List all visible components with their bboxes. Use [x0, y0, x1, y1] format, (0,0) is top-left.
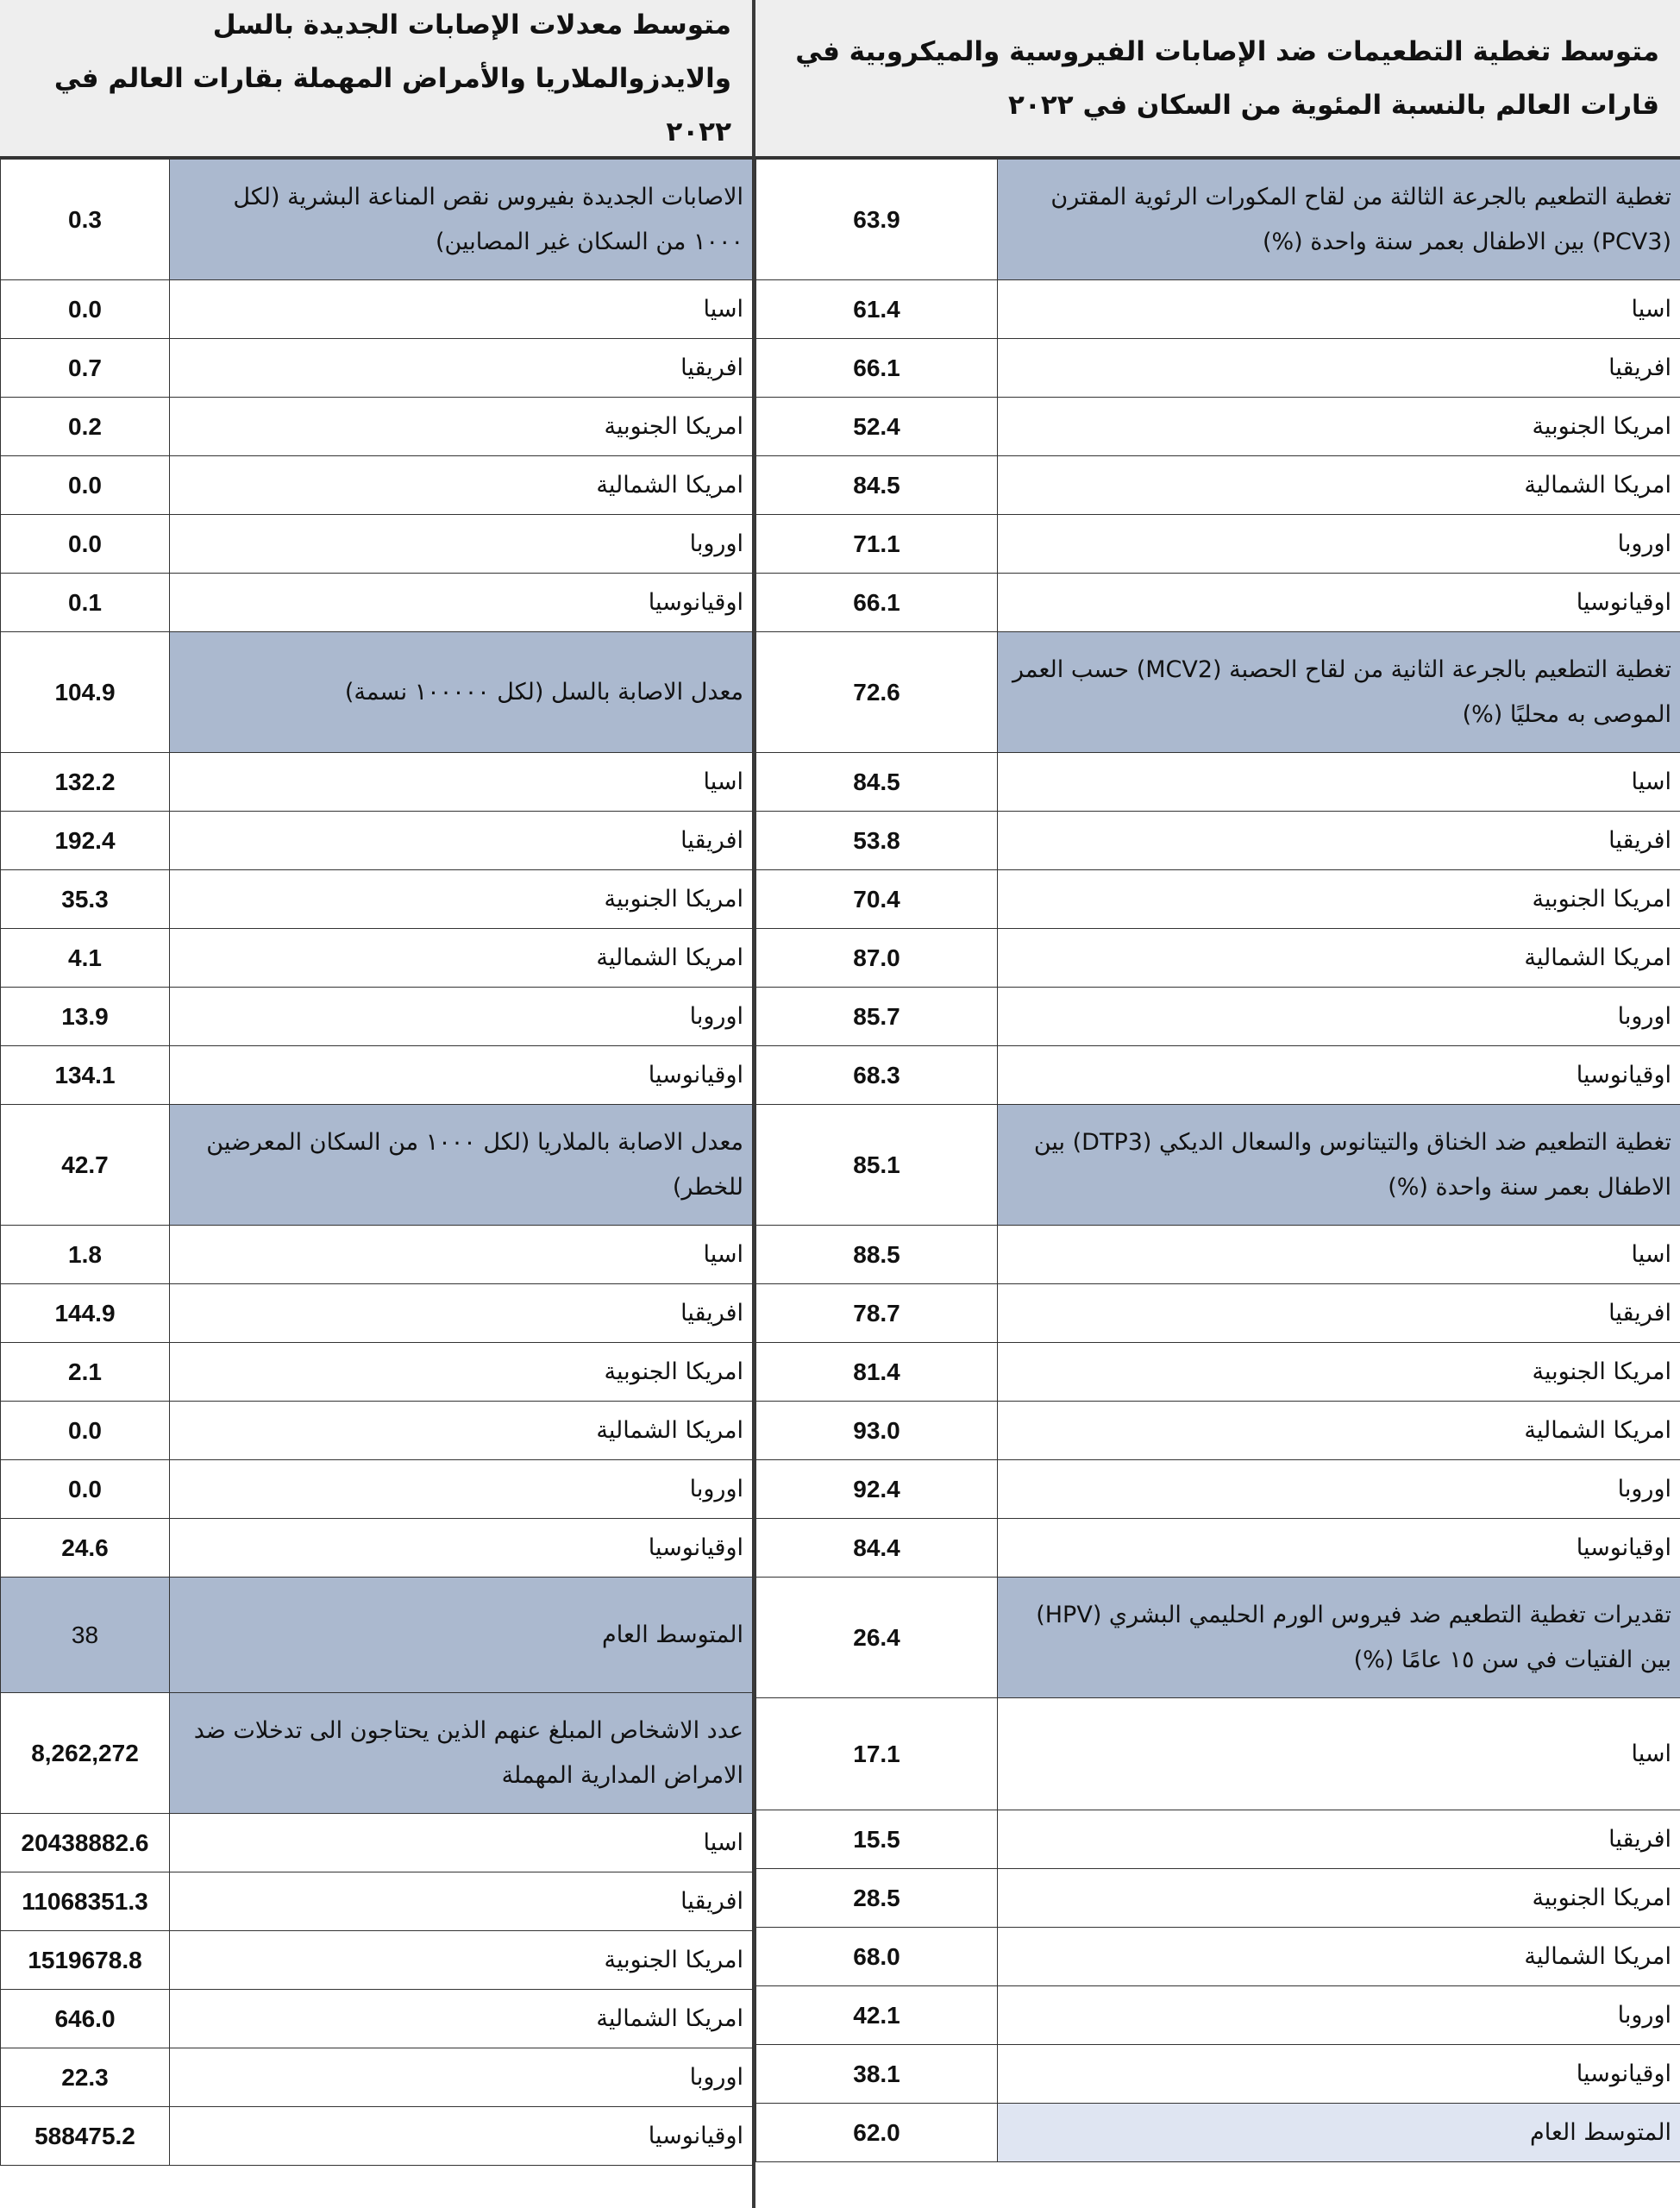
vaccination-row: [756, 2104, 1680, 2162]
infections-value-cell: 4.1: [1, 929, 170, 988]
infections-row: [1, 1872, 753, 1931]
infections-row: [1, 1046, 753, 1105]
infections-label-cell: افريقيا: [170, 339, 753, 398]
vaccination-label-cell: افريقيا: [998, 1810, 1680, 1869]
infections-label-cell: امريكا الشمالية: [170, 929, 753, 988]
vaccination-label-cell: امريكا الشمالية: [998, 1402, 1680, 1460]
vaccination-label-cell: اوقيانوسيا: [998, 574, 1680, 632]
infections-label-cell: امريكا الجنوبية: [170, 398, 753, 456]
infections-row: [1, 515, 753, 574]
infections-value-cell: 2.1: [1, 1343, 170, 1402]
vaccination-row: [756, 1698, 1680, 1810]
vaccination-label-cell: اسيا: [998, 1226, 1680, 1284]
vaccination-row: [756, 1519, 1680, 1578]
infections-value-cell: 132.2: [1, 753, 170, 812]
infections-panel: [0, 0, 752, 2208]
vaccination-value-cell: 85.7: [756, 988, 998, 1046]
infections-label-cell: المتوسط العام: [170, 1578, 753, 1693]
vaccination-value-cell: 66.1: [756, 339, 998, 398]
infections-label-cell: اوروبا: [170, 1460, 753, 1519]
vaccination-label-cell: اوروبا: [998, 988, 1680, 1046]
infections-label-cell: امريكا الشمالية: [170, 1990, 753, 2048]
vaccination-value-cell: 63.9: [756, 160, 998, 280]
infections-value-cell: 0.0: [1, 280, 170, 339]
vaccination-row: [756, 456, 1680, 515]
vaccination-value-cell: 38.1: [756, 2045, 998, 2104]
vaccination-label-cell: اسيا: [998, 280, 1680, 339]
infections-value-cell: 0.7: [1, 339, 170, 398]
vaccination-label-cell: اسيا: [998, 753, 1680, 812]
vaccination-value-cell: 61.4: [756, 280, 998, 339]
vaccination-value-cell: 26.4: [756, 1578, 998, 1698]
infections-row: [1, 929, 753, 988]
infections-value-cell: 38: [1, 1578, 170, 1693]
vaccination-label-cell: اوروبا: [998, 515, 1680, 574]
vaccination-row: [756, 870, 1680, 929]
infections-value-cell: 11068351.3: [1, 1872, 170, 1931]
infections-value-cell: 22.3: [1, 2048, 170, 2107]
vaccination-value-cell: 70.4: [756, 870, 998, 929]
infections-label-cell: اوقيانوسيا: [170, 1046, 753, 1105]
vaccination-row: [756, 2045, 1680, 2104]
vaccination-row: [756, 1578, 1680, 1698]
infections-value-cell: 0.0: [1, 1402, 170, 1460]
vaccination-label-cell: اوقيانوسيا: [998, 1046, 1680, 1105]
vaccination-value-cell: 17.1: [756, 1698, 998, 1810]
vaccination-value-cell: 78.7: [756, 1284, 998, 1343]
infections-label-cell: امريكا الشمالية: [170, 1402, 753, 1460]
infections-row: [1, 2107, 753, 2166]
infections-row: [1, 753, 753, 812]
infections-label-cell: افريقيا: [170, 1872, 753, 1931]
infections-value-cell: 104.9: [1, 632, 170, 753]
vaccination-row: [756, 1226, 1680, 1284]
vaccination-row: [756, 1402, 1680, 1460]
vaccination-value-cell: 84.4: [756, 1519, 998, 1578]
infections-row: [1, 2048, 753, 2107]
vaccination-label-cell: اوروبا: [998, 1986, 1680, 2045]
infections-title-text: متوسط معدلات الإصابات الجديدة بالسل والايدزوالملاريا والأمراض المهملة بقارات العالم في ٢٠٢٢: [53, 9, 731, 147]
vaccination-label-cell: امريكا الجنوبية: [998, 870, 1680, 929]
infections-value-cell: 0.3: [1, 160, 170, 280]
vaccination-row: [756, 280, 1680, 339]
vaccination-label-cell: امريكا الشمالية: [998, 456, 1680, 515]
vaccination-label-cell: اوروبا: [998, 1460, 1680, 1519]
infections-value-cell: 192.4: [1, 812, 170, 870]
vaccination-label-cell: تغطية التطعيم بالجرعة الثانية من لقاح الحصبة (MCV2) حسب العمر الموصى به محليًا (%): [998, 632, 1680, 753]
infections-row: [1, 456, 753, 515]
infections-row: [1, 1693, 753, 1814]
vaccination-label-cell: امريكا الجنوبية: [998, 1343, 1680, 1402]
infections-value-cell: 134.1: [1, 1046, 170, 1105]
infections-value-cell: 646.0: [1, 1990, 170, 2048]
infections-value-cell: 42.7: [1, 1105, 170, 1226]
infections-label-cell: اسيا: [170, 1814, 753, 1872]
vaccination-row: [756, 1284, 1680, 1343]
infections-label-cell: اوروبا: [170, 2048, 753, 2107]
infections-label-cell: امريكا الجنوبية: [170, 1343, 753, 1402]
vaccination-value-cell: 92.4: [756, 1460, 998, 1519]
infections-label-cell: اوقيانوسيا: [170, 2107, 753, 2166]
infections-label-cell: اسيا: [170, 753, 753, 812]
infections-row: [1, 870, 753, 929]
infections-value-cell: 0.0: [1, 515, 170, 574]
infections-label-cell: امريكا الجنوبية: [170, 870, 753, 929]
infections-row: [1, 1578, 753, 1693]
vaccination-label-cell: امريكا الجنوبية: [998, 1869, 1680, 1928]
infections-value-cell: 0.1: [1, 574, 170, 632]
vaccination-panel: [755, 0, 1680, 2208]
vaccination-label-cell: اسيا: [998, 1698, 1680, 1810]
vaccination-row: [756, 574, 1680, 632]
infections-label-cell: اسيا: [170, 1226, 753, 1284]
vaccination-value-cell: 53.8: [756, 812, 998, 870]
infections-value-cell: 8,262,272: [1, 1693, 170, 1814]
vaccination-row: [756, 398, 1680, 456]
vaccination-value-cell: 68.3: [756, 1046, 998, 1105]
infections-row: [1, 1519, 753, 1578]
vaccination-value-cell: 72.6: [756, 632, 998, 753]
vaccination-row: [756, 632, 1680, 753]
infections-label-cell: افريقيا: [170, 812, 753, 870]
infections-row: [1, 1284, 753, 1343]
vaccination-value-cell: 71.1: [756, 515, 998, 574]
vaccination-row: [756, 1460, 1680, 1519]
vaccination-value-cell: 52.4: [756, 398, 998, 456]
infections-value-cell: 20438882.6: [1, 1814, 170, 1872]
vaccination-row: [756, 1046, 1680, 1105]
infections-label-cell: افريقيا: [170, 1284, 753, 1343]
infections-row: [1, 1990, 753, 2048]
vaccination-row: [756, 1105, 1680, 1226]
vaccination-row: [756, 515, 1680, 574]
infections-row: [1, 574, 753, 632]
infections-label-cell: معدل الاصابة بالسل (لكل ١٠٠٠٠٠ نسمة): [170, 632, 753, 753]
infections-row: [1, 1814, 753, 1872]
infections-value-cell: 13.9: [1, 988, 170, 1046]
infections-value-cell: 144.9: [1, 1284, 170, 1343]
vaccination-row: [756, 812, 1680, 870]
vaccination-label-cell: اوقيانوسيا: [998, 1519, 1680, 1578]
infections-value-cell: 1.8: [1, 1226, 170, 1284]
infections-row: [1, 1402, 753, 1460]
infections-row: [1, 812, 753, 870]
vaccination-value-cell: 85.1: [756, 1105, 998, 1226]
infections-label-cell: عدد الاشخاص المبلغ عنهم الذين يحتاجون الى تدخلات ضد الامراض المدارية المهملة: [170, 1693, 753, 1814]
vaccination-row: [756, 339, 1680, 398]
vaccination-value-cell: 68.0: [756, 1928, 998, 1986]
infections-row: [1, 1460, 753, 1519]
infections-row: [1, 398, 753, 456]
vaccination-label-cell: امريكا الشمالية: [998, 929, 1680, 988]
vaccination-title-text: متوسط تغطية التطعيمات ضد الإصابات الفيروسية والميكروبية في قارات العالم بالنسبة المئوية من السكان في ٢٠٢٢: [795, 35, 1659, 121]
vaccination-title: [755, 0, 1680, 159]
vaccination-table: [755, 159, 1680, 2162]
vaccination-label-cell: افريقيا: [998, 812, 1680, 870]
infections-value-cell: 35.3: [1, 870, 170, 929]
infections-title: [0, 0, 752, 159]
infections-label-cell: اوروبا: [170, 515, 753, 574]
vaccination-label-cell: تقديرات تغطية التطعيم ضد فيروس الورم الحليمي البشري (HPV) بين الفتيات في سن ١٥ عامًا (%): [998, 1578, 1680, 1698]
vaccination-value-cell: 88.5: [756, 1226, 998, 1284]
vaccination-label-cell: امريكا الجنوبية: [998, 398, 1680, 456]
infections-value-cell: 0.2: [1, 398, 170, 456]
vaccination-value-cell: 93.0: [756, 1402, 998, 1460]
infections-label-cell: اوقيانوسيا: [170, 574, 753, 632]
infections-row: [1, 632, 753, 753]
vaccination-label-cell: المتوسط العام: [998, 2104, 1680, 2162]
infections-label-cell: الاصابات الجديدة بفيروس نقص المناعة البشرية (لكل ١٠٠٠ من السكان غير المصابين): [170, 160, 753, 280]
infections-row: [1, 1226, 753, 1284]
infections-label-cell: اسيا: [170, 280, 753, 339]
vaccination-value-cell: 81.4: [756, 1343, 998, 1402]
infections-row: [1, 280, 753, 339]
infections-value-cell: 0.0: [1, 456, 170, 515]
vaccination-row: [756, 929, 1680, 988]
vaccination-value-cell: 28.5: [756, 1869, 998, 1928]
infections-value-cell: 0.0: [1, 1460, 170, 1519]
vaccination-label-cell: تغطية التطعيم بالجرعة الثالثة من لقاح المكورات الرئوية المقترن (PCV3) بين الاطفال بعمر سنة واحدة (%): [998, 160, 1680, 280]
vaccination-value-cell: 66.1: [756, 574, 998, 632]
vaccination-label-cell: افريقيا: [998, 1284, 1680, 1343]
vaccination-row: [756, 988, 1680, 1046]
vaccination-value-cell: 62.0: [756, 2104, 998, 2162]
infections-label-cell: اوروبا: [170, 988, 753, 1046]
vaccination-value-cell: 84.5: [756, 456, 998, 515]
infections-label-cell: امريكا الشمالية: [170, 456, 753, 515]
vaccination-value-cell: 42.1: [756, 1986, 998, 2045]
vaccination-label-cell: اوقيانوسيا: [998, 2045, 1680, 2104]
infections-label-cell: معدل الاصابة بالملاريا (لكل ١٠٠٠ من السكان المعرضين للخطر): [170, 1105, 753, 1226]
infections-value-cell: 24.6: [1, 1519, 170, 1578]
infections-row: [1, 1931, 753, 1990]
vaccination-row: [756, 1869, 1680, 1928]
vaccination-row: [756, 753, 1680, 812]
infections-row: [1, 988, 753, 1046]
infections-row: [1, 1105, 753, 1226]
vaccination-value-cell: 15.5: [756, 1810, 998, 1869]
vaccination-label-cell: امريكا الشمالية: [998, 1928, 1680, 1986]
infections-table: [0, 159, 753, 2166]
infections-value-cell: 1519678.8: [1, 1931, 170, 1990]
infections-row: [1, 160, 753, 280]
infections-row: [1, 1343, 753, 1402]
vaccination-label-cell: افريقيا: [998, 339, 1680, 398]
vaccination-label-cell: تغطية التطعيم ضد الخناق والتيتانوس والسعال الديكي (DTP3) بين الاطفال بعمر سنة واحدة (%): [998, 1105, 1680, 1226]
infections-value-cell: 588475.2: [1, 2107, 170, 2166]
vaccination-row: [756, 1810, 1680, 1869]
vaccination-row: [756, 1928, 1680, 1986]
vaccination-row: [756, 160, 1680, 280]
infections-label-cell: اوقيانوسيا: [170, 1519, 753, 1578]
infections-label-cell: امريكا الجنوبية: [170, 1931, 753, 1990]
vaccination-row: [756, 1343, 1680, 1402]
vaccination-value-cell: 87.0: [756, 929, 998, 988]
vaccination-row: [756, 1986, 1680, 2045]
infections-row: [1, 339, 753, 398]
vaccination-value-cell: 84.5: [756, 753, 998, 812]
